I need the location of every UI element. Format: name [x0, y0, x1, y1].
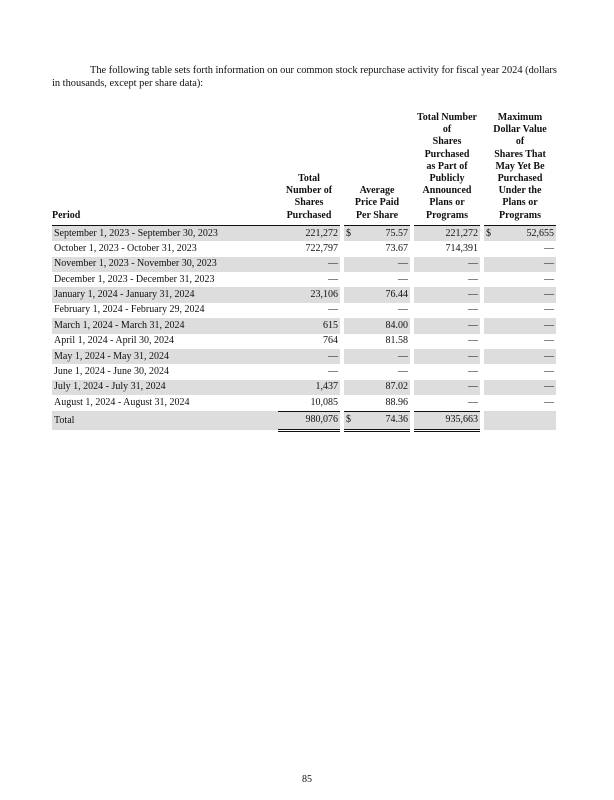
table-row: [52, 380, 556, 395]
cell-period: December 1, 2023 - December 31, 2023: [54, 273, 215, 285]
cell-max-value-currency: [484, 318, 498, 333]
cell-avg-price-currency: [344, 287, 358, 302]
cell-total-shares: 764: [323, 335, 338, 347]
cell-period: October 1, 2023 - October 31, 2023: [54, 242, 197, 254]
cell-total-plans: 714,391: [445, 242, 478, 254]
cell-avg-price-currency: $: [344, 225, 358, 241]
cell-max-value-currency: [484, 395, 498, 411]
cell-total-plans: —: [414, 349, 480, 364]
total-avg-price-currency: $: [344, 411, 358, 430]
table-body: [52, 225, 556, 411]
cell-avg-price: —: [398, 273, 408, 285]
cell-total-shares: —: [278, 349, 340, 364]
header-period: Period: [52, 112, 278, 225]
cell-total-plans: —: [414, 318, 480, 333]
cell-avg-price: —: [398, 366, 408, 378]
cell-total-plans: —: [468, 396, 478, 408]
table-row: [52, 349, 556, 364]
cell-avg-price: 81.58: [385, 335, 408, 347]
cell-avg-price: 88.96: [385, 396, 408, 408]
cell-total-plans: —: [414, 380, 480, 395]
cell-avg-price-currency: [344, 380, 358, 395]
table-row: [52, 225, 556, 241]
cell-total-plans: —: [468, 304, 478, 316]
cell-total-shares: —: [328, 304, 338, 316]
cell-avg-price-currency: [344, 349, 358, 364]
cell-period: January 1, 2024 - January 31, 2024: [52, 287, 278, 302]
cell-total-plans: —: [468, 335, 478, 347]
table-row: [52, 334, 556, 349]
cell-period: February 1, 2024 - February 29, 2024: [54, 304, 205, 316]
cell-max-value: —: [544, 242, 554, 254]
cell-avg-price: 87.02: [358, 380, 410, 395]
cell-avg-price: 75.57: [358, 225, 410, 241]
cell-max-value: —: [544, 335, 554, 347]
cell-avg-price: 84.00: [358, 318, 410, 333]
cell-total-shares: 1,437: [278, 380, 340, 395]
cell-max-value-currency: [484, 334, 498, 349]
cell-period: May 1, 2024 - May 31, 2024: [52, 349, 278, 364]
cell-max-value: —: [544, 273, 554, 285]
cell-total-plans: —: [414, 257, 480, 272]
table-row: [52, 272, 556, 287]
table-row: [52, 318, 556, 333]
table-row: [52, 241, 556, 256]
cell-period: September 1, 2023 - September 30, 2023: [52, 225, 278, 241]
cell-max-value-currency: [484, 287, 498, 302]
cell-max-value-currency: [484, 364, 498, 379]
cell-period: June 1, 2024 - June 30, 2024: [54, 366, 169, 378]
header-total-shares: Total Number of Shares Purchased: [278, 112, 340, 225]
cell-max-value-currency: [484, 272, 498, 287]
cell-avg-price: —: [358, 349, 410, 364]
cell-period: November 1, 2023 - November 30, 2023: [52, 257, 278, 272]
cell-total-plans: —: [414, 287, 480, 302]
cell-max-value: 52,655: [498, 225, 556, 241]
cell-max-value-currency: $: [484, 225, 498, 241]
cell-total-shares: —: [278, 257, 340, 272]
total-avg-price-value: 74.36: [358, 411, 410, 430]
cell-avg-price-currency: [344, 241, 358, 256]
cell-max-value: —: [544, 304, 554, 316]
cell-period: March 1, 2024 - March 31, 2024: [52, 318, 278, 333]
cell-avg-price-currency: [344, 395, 358, 411]
repurchase-table: [52, 112, 556, 432]
header-max-value: Maximum Dollar Value of Shares That May Yet Be Purchased Under the Plans or Programs: [484, 112, 556, 225]
total-shares-value: 980,076: [278, 411, 340, 430]
intro-paragraph: The following table sets forth information on our common stock repurchase activity for fiscal year 2024 (dollars in thousands, except per share data):: [52, 65, 557, 89]
cell-avg-price: —: [358, 257, 410, 272]
cell-avg-price: —: [398, 304, 408, 316]
total-label: Total: [52, 411, 278, 430]
cell-max-value-currency: [484, 257, 498, 272]
cell-total-shares: 221,272: [278, 225, 340, 241]
table-row: [52, 257, 556, 272]
cell-total-plans: —: [468, 273, 478, 285]
cell-total-shares: —: [328, 273, 338, 285]
cell-max-value-currency: [484, 303, 498, 318]
cell-max-value-currency: [484, 349, 498, 364]
total-plans-value: 935,663: [414, 411, 480, 430]
cell-max-value: —: [544, 397, 554, 409]
cell-max-value-currency: [484, 241, 498, 256]
cell-avg-price-currency: [344, 257, 358, 272]
cell-total-shares: 615: [278, 318, 340, 333]
cell-avg-price: 76.44: [358, 287, 410, 302]
cell-avg-price-currency: [344, 303, 358, 318]
cell-max-value: —: [498, 349, 556, 364]
table-header-row: [52, 112, 556, 225]
cell-total-shares: 722,797: [305, 242, 338, 254]
cell-max-value: —: [498, 257, 556, 272]
table-row: [52, 303, 556, 318]
table-row: [52, 395, 556, 411]
cell-avg-price: 73.67: [385, 242, 408, 254]
cell-total-shares: 23,106: [278, 287, 340, 302]
cell-avg-price-currency: [344, 334, 358, 349]
cell-avg-price-currency: [344, 272, 358, 287]
cell-period: July 1, 2024 - July 31, 2024: [52, 380, 278, 395]
header-total-plans: Total Number of Shares Purchased as Part of Publicly Announced Plans or Programs: [414, 112, 480, 225]
cell-max-value: —: [498, 380, 556, 395]
table-row: [52, 364, 556, 379]
cell-period: August 1, 2024 - August 31, 2024: [54, 397, 190, 409]
cell-avg-price-currency: [344, 318, 358, 333]
header-average-price: Average Price Paid Per Share: [344, 112, 410, 225]
cell-max-value: —: [498, 318, 556, 333]
cell-total-plans: —: [468, 366, 478, 378]
table-total-row: [52, 411, 556, 430]
cell-max-value: —: [498, 287, 556, 302]
cell-avg-price-currency: [344, 364, 358, 379]
cell-total-shares: —: [328, 366, 338, 378]
page-number: 85: [302, 774, 312, 785]
cell-max-value-currency: [484, 380, 498, 395]
cell-total-shares: 10,085: [310, 396, 338, 408]
cell-max-value: —: [544, 366, 554, 378]
cell-total-plans: 221,272: [414, 225, 480, 241]
cell-period: April 1, 2024 - April 30, 2024: [54, 335, 174, 347]
table-row: [52, 287, 556, 302]
